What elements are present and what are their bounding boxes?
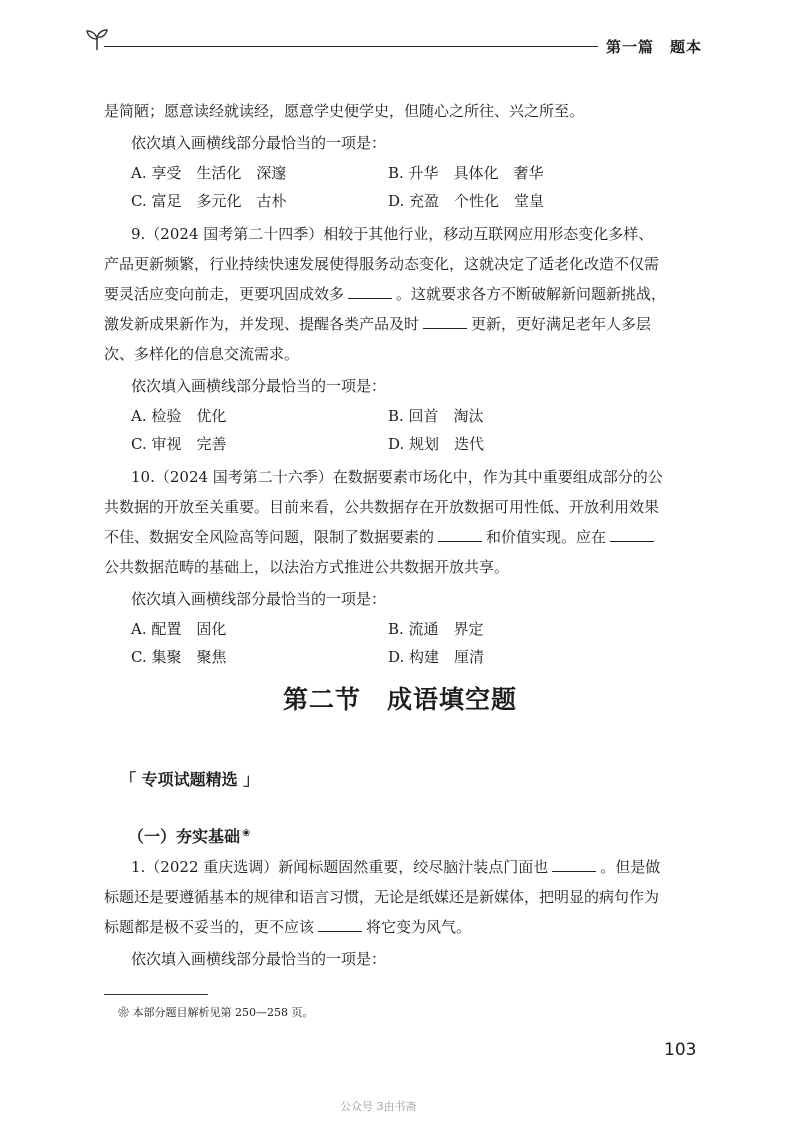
- blank-line: [438, 527, 482, 542]
- text-span: 激发新成果新作为，并发现、提醒各类产品及时: [104, 315, 420, 333]
- instruction: 依次填入画横线部分最恰当的一项是：: [131, 950, 387, 968]
- header-rule: [104, 46, 598, 47]
- text-line: [104, 314, 651, 334]
- text-line: [104, 917, 471, 937]
- blank-line: [318, 917, 362, 932]
- option-b: B. 流通 界定: [388, 620, 484, 638]
- text-span: 和价值实现。应在: [486, 528, 607, 546]
- option-d: D. 充盈 个性化 堂皇: [388, 192, 545, 210]
- text-span: 不佳、数据安全风险高等问题，限制了数据要素的: [104, 528, 435, 546]
- question-10-line: 10.（2024 国考第二十六季）在数据要素市场化中，作为其中重要组成部分的公: [131, 468, 663, 486]
- sub-heading-text: （一）夯实基础: [128, 827, 241, 846]
- text-line: 共数据的开放至关重要。目前来看，公共数据存在开放数据可用性低、开放利用效果: [104, 498, 660, 516]
- instruction: 依次填入画横线部分最恰当的一项是：: [131, 377, 387, 395]
- page-number: 103: [664, 1040, 697, 1060]
- text-line: 标题还是要遵循基本的规律和语言习惯，无论是纸媒还是新媒体，把明显的病句作为: [104, 888, 660, 906]
- footnote-rule: [104, 994, 208, 995]
- text-span: 1.（2022 重庆选调）新闻标题固然重要，绞尽脑汁装点门面也: [131, 858, 549, 876]
- option-a: A. 检验 优化: [131, 407, 227, 425]
- text-span: 。但是做: [600, 858, 661, 876]
- option-a: A. 享受 生活化 深邃: [131, 164, 287, 182]
- footnote: [118, 1004, 313, 1020]
- instruction: 依次填入画横线部分最恰当的一项是：: [131, 590, 387, 608]
- sub-heading: [128, 824, 250, 847]
- option-b: B. 回首 淘汰: [388, 407, 484, 425]
- option-b: B. 升华 具体化 奢华: [388, 164, 544, 182]
- option-d: D. 规划 迭代: [388, 435, 485, 453]
- blank-line: [348, 284, 392, 299]
- option-c: C. 集聚 聚焦: [131, 648, 227, 666]
- sprout-icon: [84, 26, 110, 52]
- text-span: 要灵活应变向前走，更要巩固成效多: [104, 285, 345, 303]
- option-c: C. 富足 多元化 古朴: [131, 192, 287, 210]
- running-head: 第一篇 题本: [606, 38, 703, 56]
- flower-icon: ❀: [242, 827, 251, 839]
- section-title: 第二节 成语填空题: [282, 685, 517, 714]
- text-line: 是简陋；愿意读经就读经，愿意学史便学史，但随心之所往、兴之所至。: [104, 102, 585, 120]
- option-d: D. 构建 厘清: [388, 648, 485, 666]
- question-1-line: [131, 857, 660, 877]
- text-line: [104, 527, 658, 547]
- blank-line: [423, 314, 467, 329]
- question-9-line: 9.（2024 国考第二十四季）相较于其他行业，移动互联网应用形态变化多样、: [131, 225, 654, 243]
- watermark: 公众号 3由书斋: [340, 1100, 417, 1113]
- flower-icon: ❀: [118, 1006, 133, 1019]
- option-a: A. 配置 固化: [131, 620, 227, 638]
- bracket-heading: 「 专项试题精选 」: [120, 770, 260, 789]
- blank-line: [610, 527, 654, 542]
- blank-line: [552, 857, 596, 872]
- text-span: 。这就要求各方不断破解新问题新挑战，: [396, 285, 667, 303]
- footnote-text: 本部分题目解析见第 250—258 页。: [132, 1006, 314, 1019]
- text-span: 标题都是极不妥当的，更不应该: [104, 918, 315, 936]
- text-line: 产品更新频繁，行业持续快速发展使得服务动态变化，这就决定了适老化改造不仅需: [104, 255, 660, 273]
- instruction: 依次填入画横线部分最恰当的一项是：: [131, 134, 387, 152]
- text-span: 更新，更好满足老年人多层: [471, 315, 652, 333]
- text-line: [104, 284, 666, 304]
- text-span: 将它变为风气。: [366, 918, 472, 936]
- text-line: 次、多样化的信息交流需求。: [104, 345, 300, 363]
- text-line: 公共数据范畴的基础上，以法治方式推进公共数据开放共享。: [104, 558, 510, 576]
- option-c: C. 审视 完善: [131, 435, 227, 453]
